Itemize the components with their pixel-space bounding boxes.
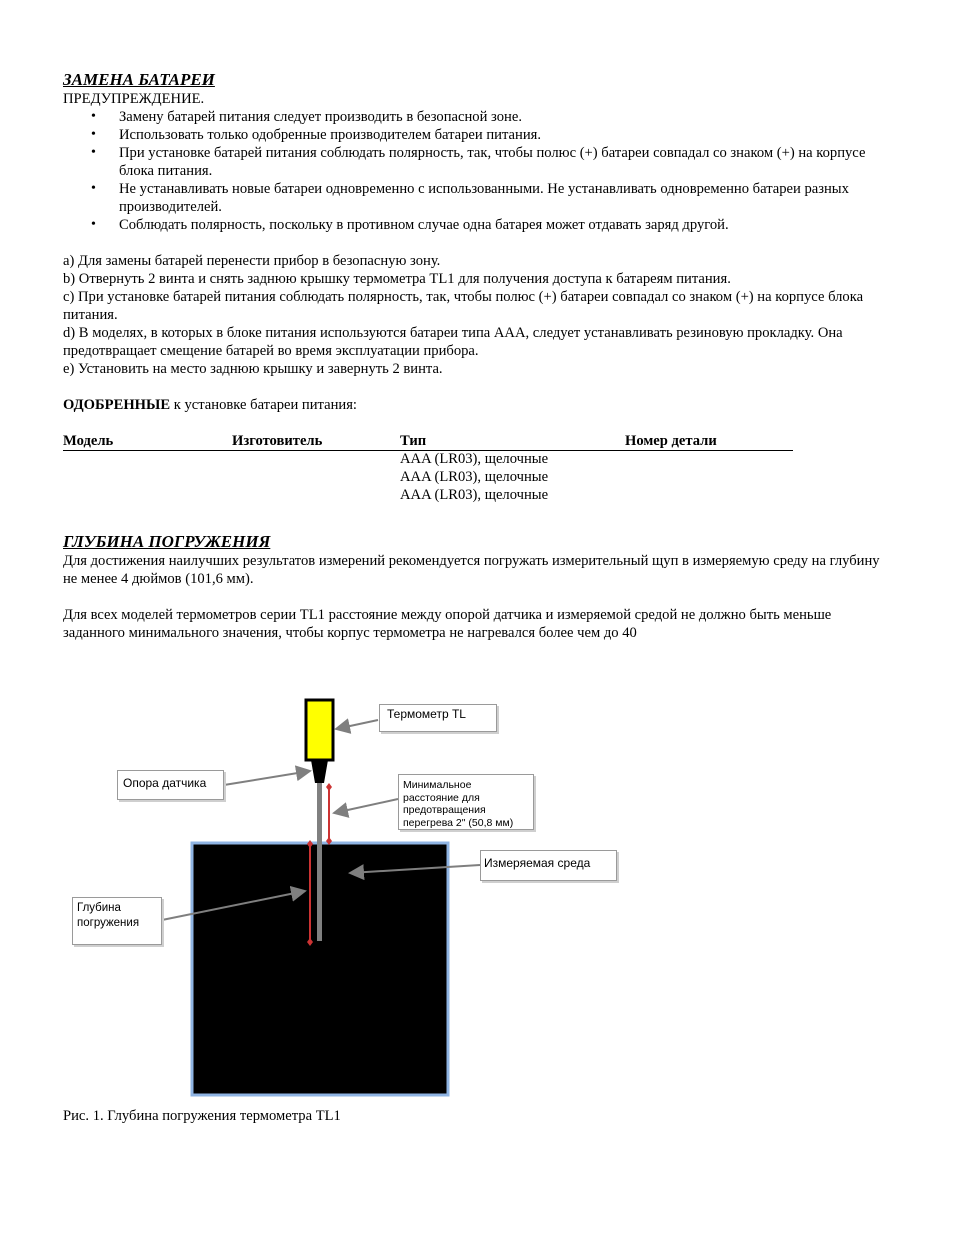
warning-item: • Не устанавливать новые батареи одновременно с использованными. Не устанавливать одновременно батареи разных производителей. [119, 180, 893, 216]
callout-min-text: перегрева 2" (50,8 мм) [403, 816, 514, 829]
warning-list [63, 108, 893, 234]
col-type: Тип [400, 433, 427, 449]
figure-caption: Рис. 1. Глубина погружения термометра TL1 [63, 1108, 341, 1124]
callout-medium [480, 850, 617, 881]
sensor-support [311, 760, 328, 783]
col-maker: Изготовитель [232, 433, 323, 449]
marker-end-icon [326, 783, 332, 791]
immersion-heading: ГЛУБИНА ПОГРУЖЕНИЯ [63, 532, 271, 551]
marker-end-icon [307, 840, 313, 848]
immersion-para1: Для достижения наилучших результатов измерений рекомендуется погружать измерительный щуп в измеряемую среду на глубину не менее 4 дюймов (101,6 мм). [63, 553, 880, 587]
probe-rod [317, 783, 322, 941]
callout-depth-text: Глубина [77, 902, 121, 914]
callout-thermometer [379, 704, 497, 732]
approved-bold: ОДОБРЕННЫЕ [63, 397, 171, 413]
marker-end-icon [326, 837, 332, 845]
callout-min-text: Минимальное [403, 779, 472, 791]
approved-line [63, 396, 893, 414]
warning-item: • Использовать только одобренные производителем батареи питания. [119, 126, 893, 144]
immersion-para2: Для всех моделей термометров серии TL1 расстояние между опорой датчика и измеряемой средой не должно быть меньше заданного минимального значения, чтобы корпус термометра не нагревался более чем до 40 [63, 607, 832, 641]
callout-min-text: предотвращения [403, 804, 486, 816]
document-page [63, 70, 893, 642]
callout-thermometer-text: Термометр TL [387, 707, 466, 721]
warning-label: ПРЕДУПРЕЖДЕНИЕ. [63, 91, 205, 107]
step-c: c) При установке батарей питания соблюдать полярность, так, чтобы полюс (+) батареи совпадал со знаком (+) на корпусе блока питания. [63, 289, 864, 323]
thermometer-housing [306, 700, 333, 760]
warning-item: • Соблюдать полярность, поскольку в противном случае одна батарея может отдавать заряд другой. [119, 216, 893, 234]
table-header [63, 432, 793, 451]
arrow-icon [334, 799, 398, 813]
arrow-icon [224, 771, 310, 785]
callout-min-distance [398, 774, 534, 830]
step-d: d) В моделях, в которых в блоке питания используются батареи типа AAA, следует устанавливать резиновую прокладку. Она предотвращает смещение батарей во время эксплуатации прибора. [63, 325, 843, 359]
arrow-icon [350, 865, 480, 873]
callout-depth [72, 897, 162, 945]
callout-support-text: Опора датчика [123, 776, 207, 790]
warning-item: • Замену батарей питания следует производить в безопасной зоне. [119, 108, 893, 126]
battery-table [63, 432, 793, 502]
step-e: e) Установить на место заднюю крышку и завернуть 2 винта. [63, 361, 443, 377]
callout-support [117, 770, 224, 800]
marker-end-icon [307, 938, 313, 946]
callout-min-text: расстояние для [403, 791, 480, 804]
step-b: b) Отвернуть 2 винта и снять заднюю крышку термометра TL1 для получения доступа к батареям питания. [63, 271, 731, 287]
step-a: a) Для замены батарей перенести прибор в безопасную зону. [63, 253, 441, 269]
callout-depth-text: погружения [77, 917, 140, 929]
warning-item: • При установке батарей питания соблюдать полярность, так, чтобы полюс (+) батареи совпадал со знаком (+) на корпусе блока питания. [119, 144, 893, 180]
table-row: AAA (LR03), щелочные [400, 451, 549, 467]
approved-rest: к установке батареи питания: [170, 397, 357, 413]
arrow-icon [162, 891, 305, 920]
battery-heading: ЗАМЕНА БАТАРЕИ [63, 70, 215, 89]
col-part: Номер детали [625, 433, 717, 449]
medium-block [192, 843, 448, 1095]
col-model: Модель [63, 433, 114, 449]
arrow-icon [336, 720, 378, 729]
callout-medium-text: Измеряемая среда [484, 856, 591, 870]
table-row: AAA (LR03), щелочные [400, 487, 549, 503]
table-row: AAA (LR03), щелочные [400, 469, 549, 485]
